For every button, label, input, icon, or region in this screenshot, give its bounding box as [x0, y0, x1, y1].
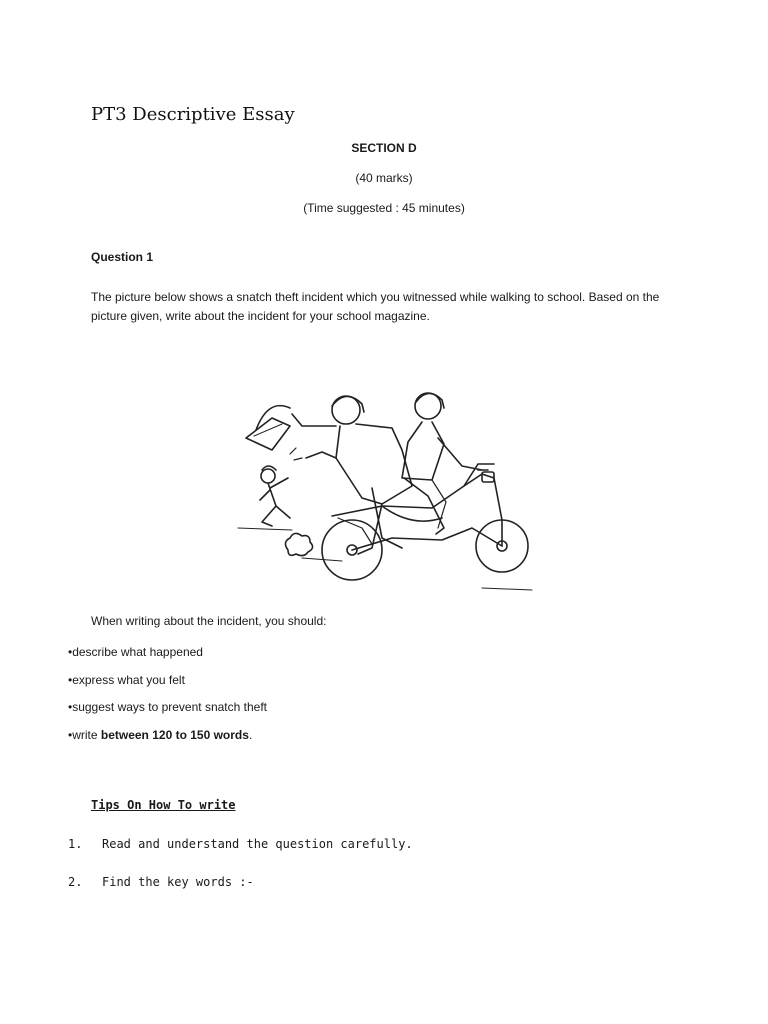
step-number: 2.: [68, 875, 83, 889]
question-text: The picture below shows a snatch theft incident which you witnessed while walking to school. Based on the picture given, write about the incident for your school magazine.: [91, 290, 660, 323]
step-text: Find the key words :-: [102, 875, 254, 889]
marks-label: (40 marks): [355, 171, 413, 185]
bullet-item: •write between 120 to 150 words.: [68, 728, 253, 742]
step-number: 1.: [68, 837, 83, 851]
page-title: PT3 Descriptive Essay: [91, 104, 295, 125]
question-label: Question 1: [91, 250, 154, 264]
bullet-mark: •: [68, 673, 73, 687]
bullet-mark: •: [68, 645, 73, 659]
word-count-requirement: between 120 to 150 words: [100, 728, 249, 742]
time-suggested: (Time suggested : 45 minutes): [303, 201, 465, 215]
bullet-item: •describe what happened: [68, 645, 203, 659]
bullet-mark: •: [68, 728, 73, 742]
instructions-intro: When writing about the incident, you should:: [91, 614, 327, 628]
bullet-item: •suggest ways to prevent snatch theft: [68, 700, 267, 714]
bullet-item: •express what you felt: [68, 673, 185, 687]
snatch-theft-illustration: [232, 378, 534, 596]
section-heading: SECTION D: [351, 141, 417, 155]
bullet-mark: •: [68, 700, 73, 714]
tips-heading: Tips On How To write: [91, 798, 236, 812]
step-text: Read and understand the question carefully.: [102, 837, 413, 851]
